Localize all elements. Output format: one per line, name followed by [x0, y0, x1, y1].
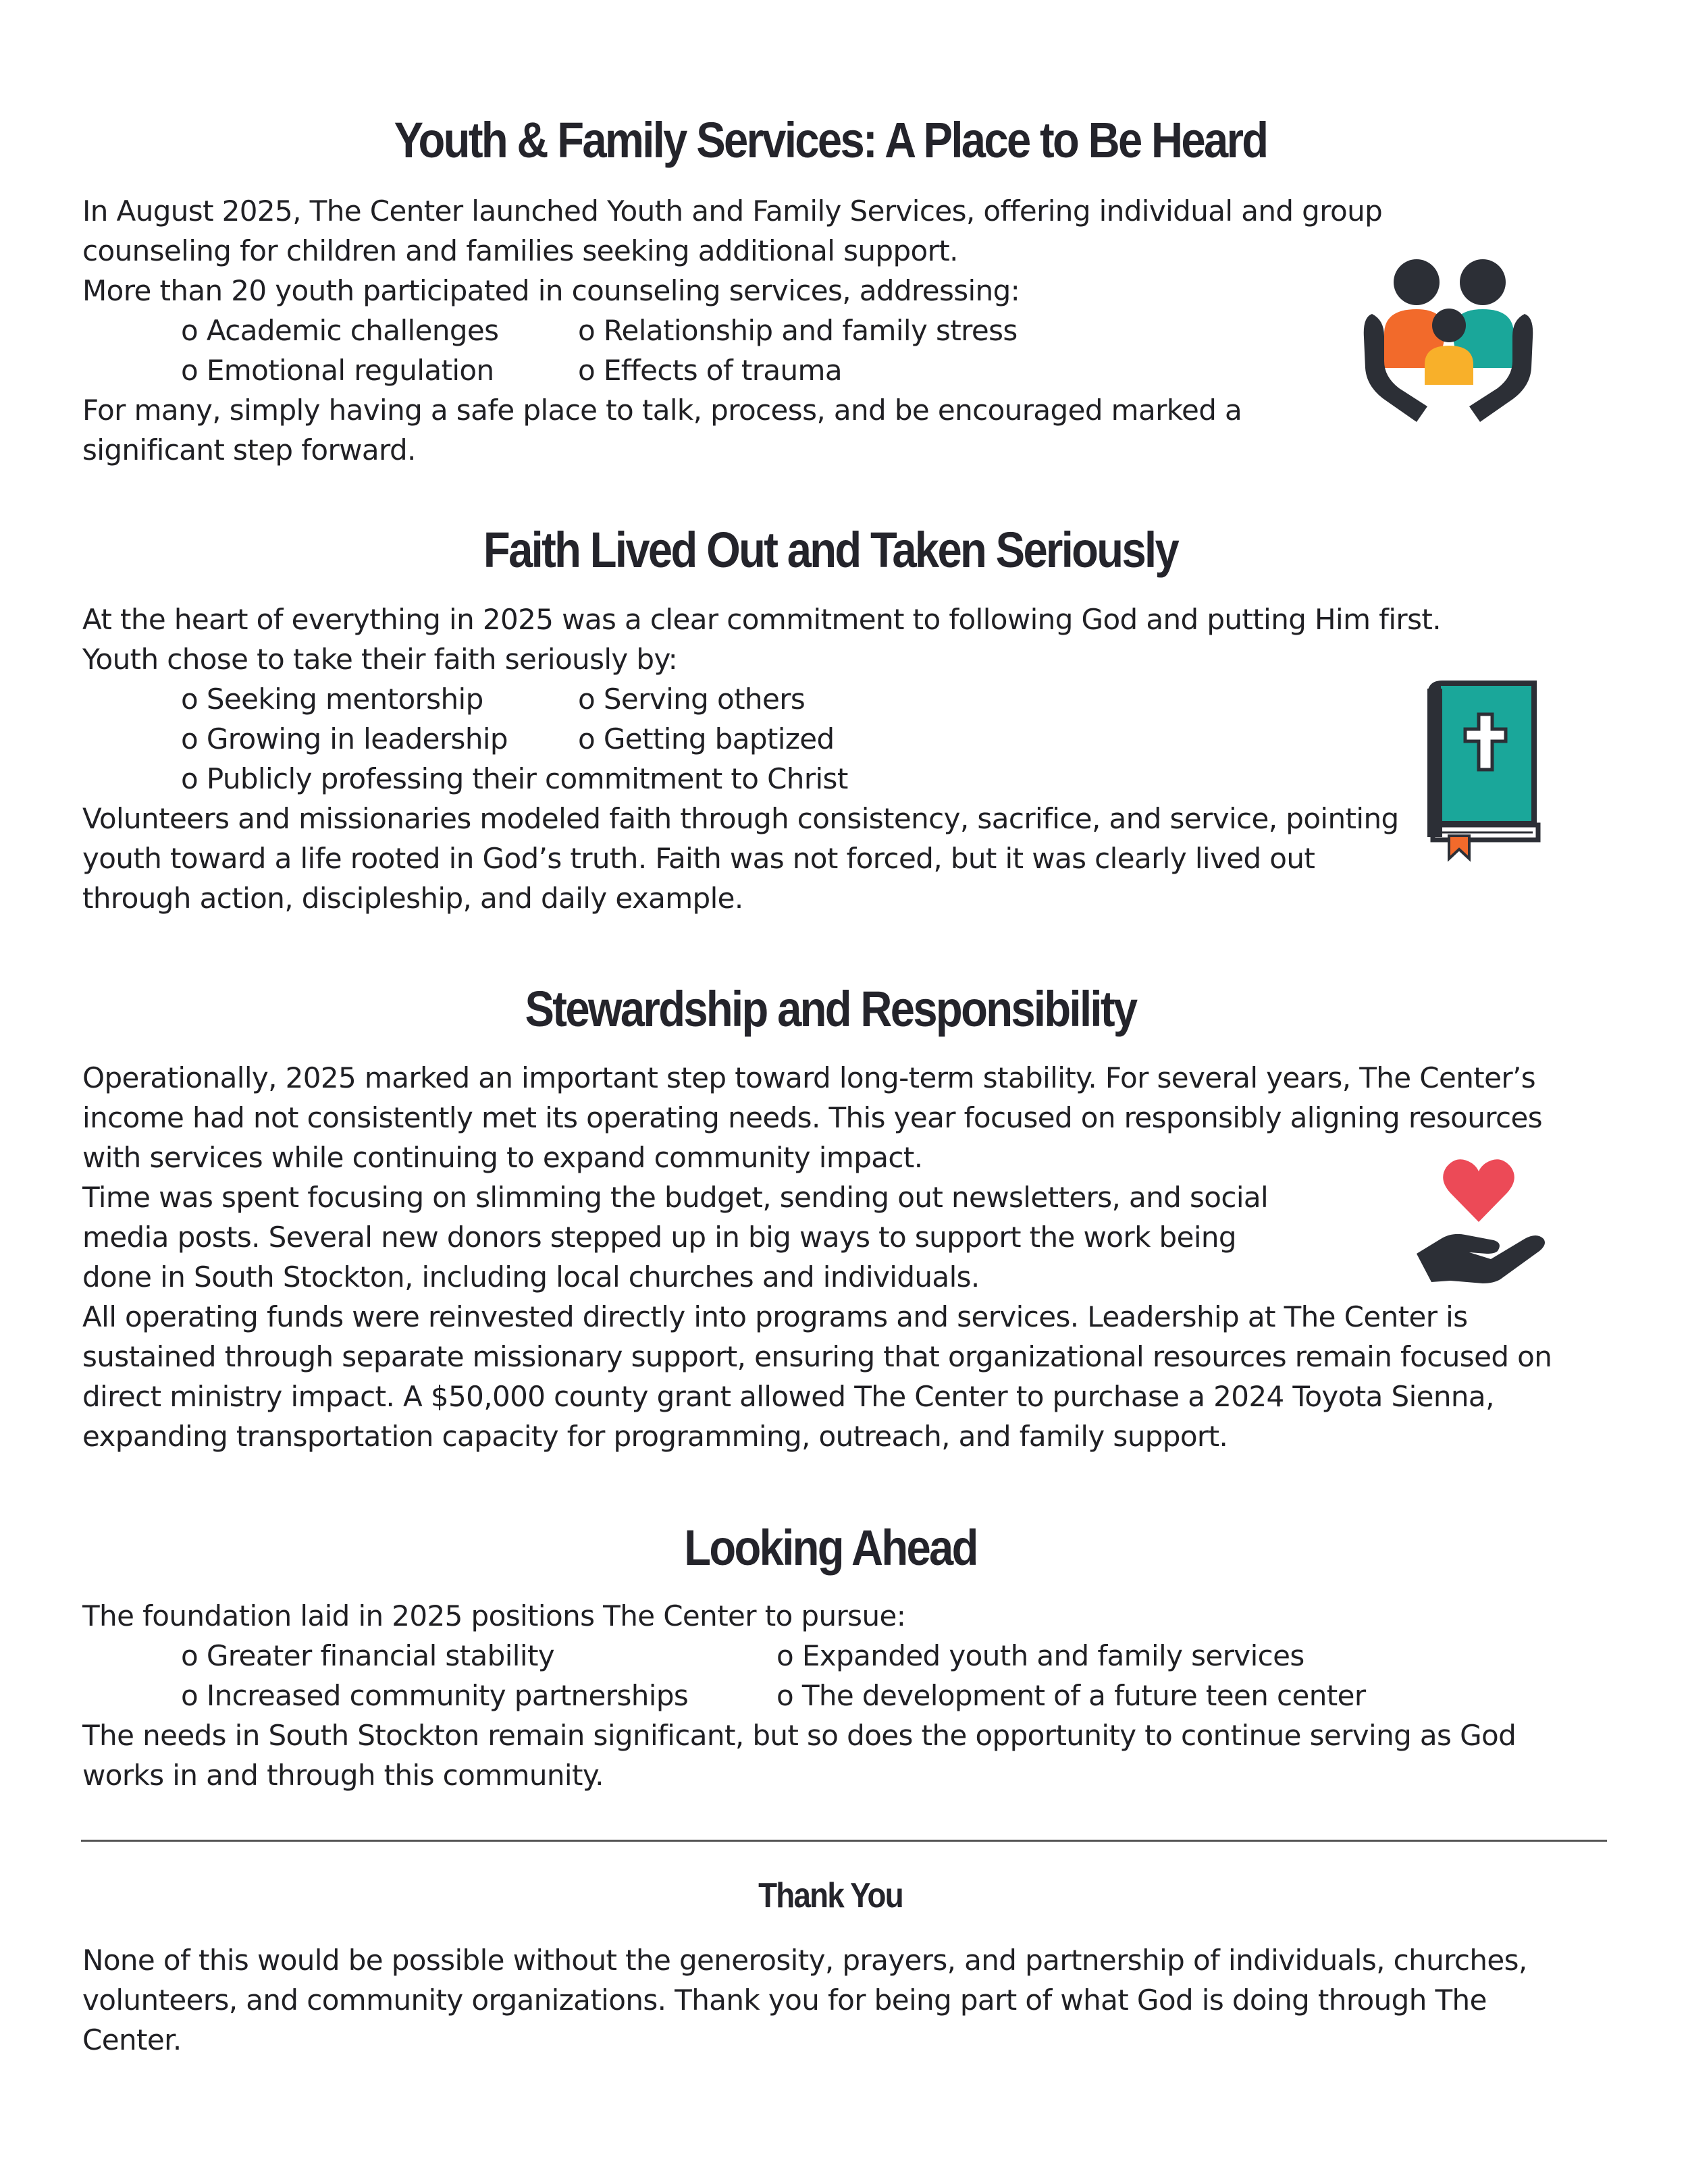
thank-you-paragraph: None of this would be possible without the generosity, prayers, and partnership of individuals, churches, volunteers, and community organizations. Thank you for being part of what God is doing through The Center.: [82, 1944, 1527, 2056]
faith-bullet-serving: o Serving others: [578, 683, 806, 716]
ahead-bullet-expanded: o Expanded youth and family services: [776, 1639, 1304, 1672]
section-divider: [81, 1840, 1607, 1842]
ahead-bullet-partnerships: o Increased community partnerships: [181, 1679, 689, 1712]
youth-bullet-emotional: o Emotional regulation: [181, 354, 494, 387]
section-title-looking-ahead: Looking Ahead: [684, 1520, 977, 1576]
youth-lead-text: More than 20 youth participated in counseling services, addressing:: [82, 274, 1020, 307]
faith-bullet-leadership: o Growing in leadership: [181, 722, 508, 755]
ahead-bullet-teen-center: o The development of a future teen center: [776, 1679, 1366, 1712]
stewardship-paragraph-3: All operating funds were reinvested directly into programs and services. Leadership at The Center is sustained through separate missionary support, ensuring that organizational resources remain focused on direct ministry impact. A $50,000 county grant allowed The Center to purchase a 2024 Toyota Sienna, expanding transportation capacity for programming, outreach, and family support.: [82, 1300, 1552, 1453]
ahead-bullet-financial: o Greater financial stability: [181, 1639, 555, 1672]
heart-in-hand-icon: [1411, 1151, 1553, 1286]
faith-bullet-professing: o Publicly professing their commitment to Christ: [181, 762, 848, 795]
ahead-lead-text: The foundation laid in 2025 positions The Center to pursue:: [82, 1599, 906, 1632]
stewardship-paragraph-1: Operationally, 2025 marked an important step toward long-term stability. For several years, The Center’s income had not consistently met its operating needs. This year focused on responsibly aligning resources with services while continuing to expand community impact.: [82, 1061, 1542, 1174]
youth-bullet-academic: o Academic challenges: [181, 314, 499, 347]
stewardship-paragraph-2: Time was spent focusing on slimming the budget, sending out newsletters, and social media posts. Several new donors stepped up in big ways to support the work being done in South Stockton, including local churches and individuals.: [82, 1181, 1269, 1294]
faith-outro-paragraph: Volunteers and missionaries modeled faith through consistency, sacrifice, and service, pointing youth toward a life rooted in God’s truth. Faith was not forced, but it was clearly lived out through action, discipleship, and daily example.: [82, 802, 1399, 915]
section-title-youth-family: Youth & Family Services: A Place to Be Heard: [394, 112, 1267, 168]
faith-bullet-baptized: o Getting baptized: [578, 722, 835, 755]
youth-intro-paragraph: In August 2025, The Center launched Youth and Family Services, offering individual and group counseling for children and families seeking additional support.: [82, 194, 1383, 267]
faith-bullet-mentorship: o Seeking mentorship: [181, 683, 483, 716]
ahead-outro-paragraph: The needs in South Stockton remain significant, but so does the opportunity to continue serving as God works in and through this community.: [82, 1719, 1516, 1792]
youth-bullet-relationship: o Relationship and family stress: [578, 314, 1018, 347]
bible-icon: [1418, 675, 1543, 864]
youth-outro-paragraph: For many, simply having a safe place to talk, process, and be encouraged marked a significant step forward.: [82, 394, 1242, 467]
family-in-hands-icon: [1357, 250, 1539, 425]
youth-bullet-trauma: o Effects of trauma: [578, 354, 842, 387]
faith-lead-text: Youth chose to take their faith seriously by:: [82, 643, 678, 676]
faith-intro-paragraph: At the heart of everything in 2025 was a clear commitment to following God and putting Him first.: [82, 603, 1441, 636]
thank-you-title: Thank You: [758, 1876, 903, 1915]
section-title-stewardship: Stewardship and Responsibility: [525, 981, 1136, 1037]
section-title-faith: Faith Lived Out and Taken Seriously: [483, 522, 1178, 578]
